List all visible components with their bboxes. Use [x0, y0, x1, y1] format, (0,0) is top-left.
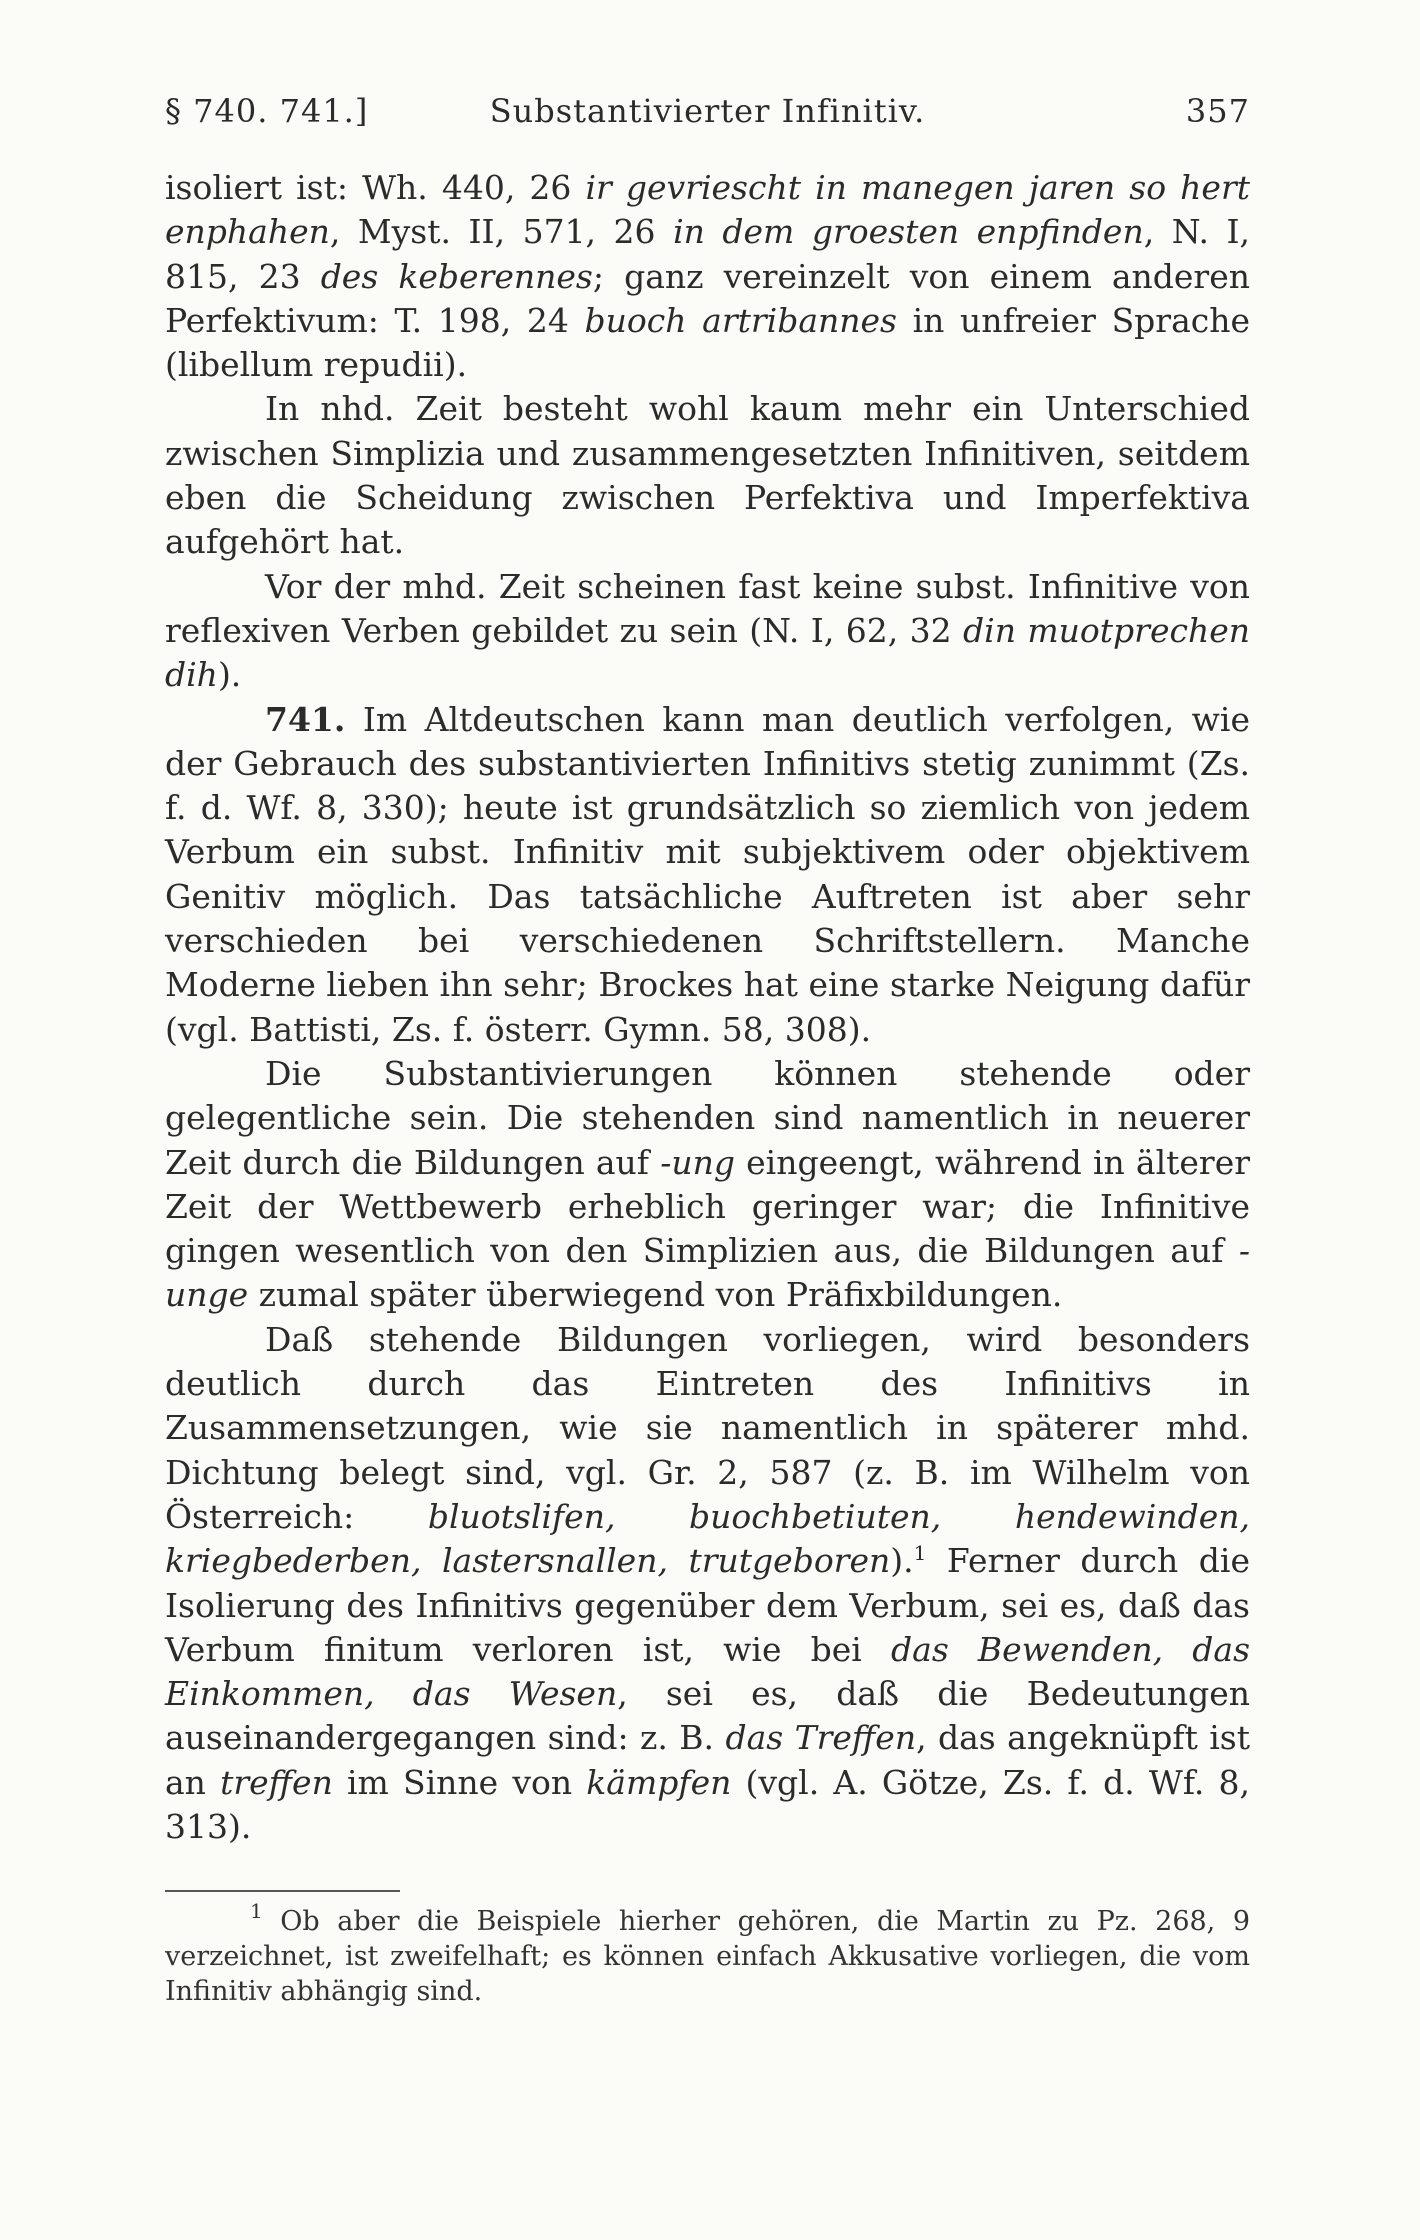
italic-citation: das Bewenden, das Einkommen, das Wesen [165, 1629, 1251, 1714]
italic-citation: in dem groesten enpfinden [673, 212, 1144, 252]
text-run: ; ganz vereinzelt von einem anderen Perfektivum: T. 198, 24 [165, 256, 1250, 340]
text-run: Ferner durch die Isolierung des Infinitivs gegenüber dem Verbum, sei es, daß das Verbum finitum verloren ist, wie bei [165, 1541, 1250, 1669]
italic-citation: das Treffen [725, 1718, 917, 1758]
text-run: , Myst. II, 571, 26 [329, 212, 674, 252]
italic-citation: din muotprechen dih [165, 610, 1250, 695]
text-run: ). [890, 1541, 914, 1581]
text-run: , das angeknüpft ist an [165, 1718, 1251, 1802]
footnote-text: Ob aber die Beispiele hierher gehören, die Martin zu Pz. 268, 9 verzeichnet, ist zweifelhaft; es können einfach Akkusative vorliegen, die vom Infinitiv abhängig sind. [165, 1906, 1250, 2007]
italic-citation: -unge [165, 1231, 1250, 1315]
italic-citation: buoch artribannes [584, 300, 897, 340]
italic-citation: ir gevriescht in manegen jaren so hert enphahen [165, 168, 1250, 252]
footnote [165, 1899, 1250, 2009]
text-run: eingeengt, während in älterer Zeit der Wettbewerb erheblich geringer war; die Infinitive gingen wesentlich von den Simplizien aus, die Bildungen auf [165, 1142, 1251, 1271]
text-run: in unfreier Sprache (libellum repudii). [165, 300, 1251, 385]
italic-citation: treffen [220, 1762, 333, 1802]
paragraph [165, 1318, 1250, 1850]
text-run: (vgl. A. Götze, Zs. f. d. Wf. 8, 313). [165, 1762, 1250, 1846]
footnote-ref: 1 [913, 1541, 927, 1566]
running-title: Substantivierter Infinitiv. [489, 92, 926, 130]
text-run: Im Altdeutschen kann man deutlich verfolgen, wie der Gebrauch des substantivierten Infinitivs stetig zunimmt (Zs. f. d. Wf. 8, 330); heute ist grundsätzlich so ziemlich von jedem Verbum ein subst. Infinitiv mit subjektivem oder objektivem Genitiv möglich. Das tatsächliche Auftreten ist aber sehr verschieden bei verschiedenen Schriftstellern. Manche Moderne lieben ihn sehr; Brockes hat eine starke Neigung dafür (vgl. Battisti, Zs. f. österr. Gymn. 58, 308). [165, 699, 1250, 1049]
body-text [165, 166, 1250, 1849]
paragraph [165, 565, 1250, 698]
footnotes [165, 1899, 1250, 2009]
text-run: In nhd. Zeit besteht wohl kaum mehr ein Unterschied zwischen Simplizia und zusammengesetzten Infinitiven, seitdem eben die Scheidung zwischen Perfektiva und Imperfektiva aufgehört hat. [165, 389, 1250, 562]
text-run: Daß stehende Bildungen vorliegen, wird besonders deutlich durch das Eintreten des Infinitivs in Zusammensetzungen, wie sie namentlich in späterer mhd. Dichtung belegt sind, vgl. Gr. 2, 587 (z. B. im Wilhelm von Österreich: [165, 1319, 1250, 1536]
italic-citation: -ung [660, 1142, 735, 1182]
text-run: Vor der mhd. Zeit scheinen fast keine subst. Infinitive von reflexiven Verben gebildet zu sein (N. I, 62, 32 [165, 566, 1250, 650]
section-number: 741. [265, 699, 346, 739]
italic-citation: des keberennes [320, 256, 593, 296]
text-run: zumal später überwiegend von Präfixbildungen. [248, 1275, 1063, 1315]
footnote-marker: 1 [250, 1899, 263, 1923]
text-run: Die Substantivierungen können stehende oder gelegentliche sein. Die stehenden sind namentlich in neuerer Zeit durch die Bildungen auf [165, 1053, 1250, 1182]
text-run: isoliert ist: Wh. 440, 26 [165, 168, 586, 207]
section-reference: § 740. 741.] [165, 92, 369, 130]
paragraph [165, 1052, 1250, 1318]
footnote-rule [165, 1890, 400, 1892]
paragraph [165, 166, 1250, 387]
text-run: , N. I, 815, 23 [165, 212, 1250, 296]
running-header [165, 92, 1250, 142]
italic-citation: bluotslifen, buochbetiuten, hendewinden, kriegbederben, lastersnallen, trutgeboren [165, 1496, 1250, 1581]
text-run: im Sinne von [332, 1762, 587, 1802]
text-run: , sei es, daß die Bedeutungen auseinandergegangen sind: z. B. [165, 1674, 1250, 1758]
paragraph [165, 387, 1250, 564]
text-run: ). [217, 655, 242, 695]
paragraph [165, 698, 1250, 1052]
italic-citation: kämpfen [586, 1762, 732, 1802]
page-number: 357 [1185, 92, 1250, 130]
